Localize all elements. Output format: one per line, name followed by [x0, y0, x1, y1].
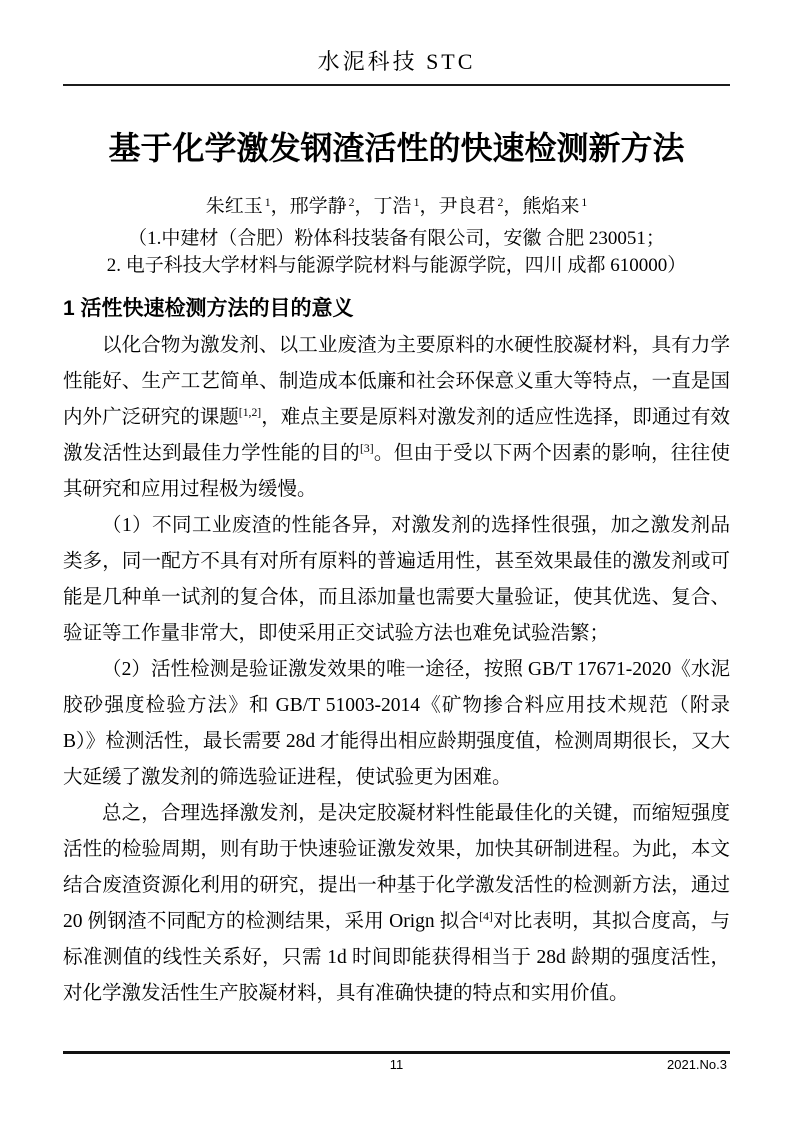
citation-ref: [1,2] — [238, 405, 262, 419]
affiliations-block — [63, 225, 730, 279]
authors-line: 朱红玉 $^1$，邢学静 $^2$，丁浩 $^1$，尹良君 $^2$，熊焰来 $^1$ — [205, 195, 588, 217]
article-body — [63, 328, 730, 1012]
paragraph: （2）活性检测是验证激发效果的唯一途径，按照 GB/T 17671-2020《水泥胶砂强度检验方法》和 GB/T 51003-2014《矿物掺合料应用技术规范（附录 B）》检测活性，最长需要 28d 才能得出相应龄期强度值，检测周期很长，又大大延缓了激发剂的筛选验证进程，使试验更为困难。 — [63, 659, 730, 788]
page-footer — [63, 1051, 730, 1077]
author-name: 熊焰来 — [522, 196, 580, 217]
section-heading: 1 活性快速检测方法的目的意义 — [63, 297, 354, 320]
citation-ref: [4] — [479, 909, 493, 923]
paragraph: （1）不同工业废渣的性能各异，对激发剂的选择性很强，加之激发剂品类多，同一配方不具有对所有原料的普遍适用性，甚至效果最佳的激发剂或可能是几种单一试剂的复合体，而且添加量也需要大量验证，使其优选、复合、验证等工作量非常大，即使采用正交试验方法也难免试验浩繁； — [63, 515, 730, 644]
footer-rule — [63, 1051, 730, 1054]
page-number: 11 — [389, 1057, 404, 1072]
author-name: 丁浩 — [373, 196, 412, 217]
author-affiliation-ref: 1 — [413, 195, 420, 209]
article-title: 基于化学激发钢渣活性的快速检测新方法 — [108, 130, 685, 166]
author-affiliation-ref: 2 — [348, 195, 355, 209]
header-rule — [63, 84, 730, 86]
author-name: 邢学静 — [289, 196, 347, 217]
affiliation-line: （1.中建材（合肥）粉体科技装备有限公司，安徽 合肥 230051； — [128, 228, 665, 249]
author-name: 朱红玉 — [205, 196, 263, 217]
author-affiliation-ref: 2 — [497, 195, 504, 209]
author-affiliation-ref: 1 — [264, 195, 271, 209]
journal-header-title: 水泥科技 STC — [317, 49, 476, 74]
paragraph: 以化合物为激发剂、以工业废渣为主要原料的水硬性胶凝材料，具有力学性能好、生产工艺简单、制造成本低廉和社会环保意义重大等特点，一直是国内外广泛研究的课题[1,2]，难点主要是原料对激发剂的适应性选择，即通过有效激发活性达到最佳力学性能的目的[3]。但由于受以下两个因素的影响，往往使其研究和应用过程极为缓慢。 — [63, 335, 730, 500]
issue-label: 2021.No.3 — [667, 1057, 727, 1072]
footer-row — [63, 1057, 730, 1077]
author-name: 尹良君 — [438, 196, 496, 217]
citation-ref: [3] — [359, 441, 374, 455]
affiliation-line: 2. 电子科技大学材料与能源学院材料与能源学院，四川 成都 610000） — [106, 255, 687, 276]
paragraph: 总之，合理选择激发剂，是决定胶凝材料性能最佳化的关键，而缩短强度活性的检验周期，则有助于快速验证激发效果，加快其研制进程。为此，本文结合废渣资源化利用的研究，提出一种基于化学激发活性的检测新方法，通过 20 例钢渣不同配方的检测结果，采用 Orign 拟合[4]对比表明，其拟合度高，与标准测值的线性关系好，只需 1d 时间即能获得相当于 28d 龄期的强度活性，对化学激发活性生产胶凝材料，具有准确快捷的特点和实用价值。 — [63, 803, 730, 1004]
author-affiliation-ref: 1 — [581, 195, 588, 209]
